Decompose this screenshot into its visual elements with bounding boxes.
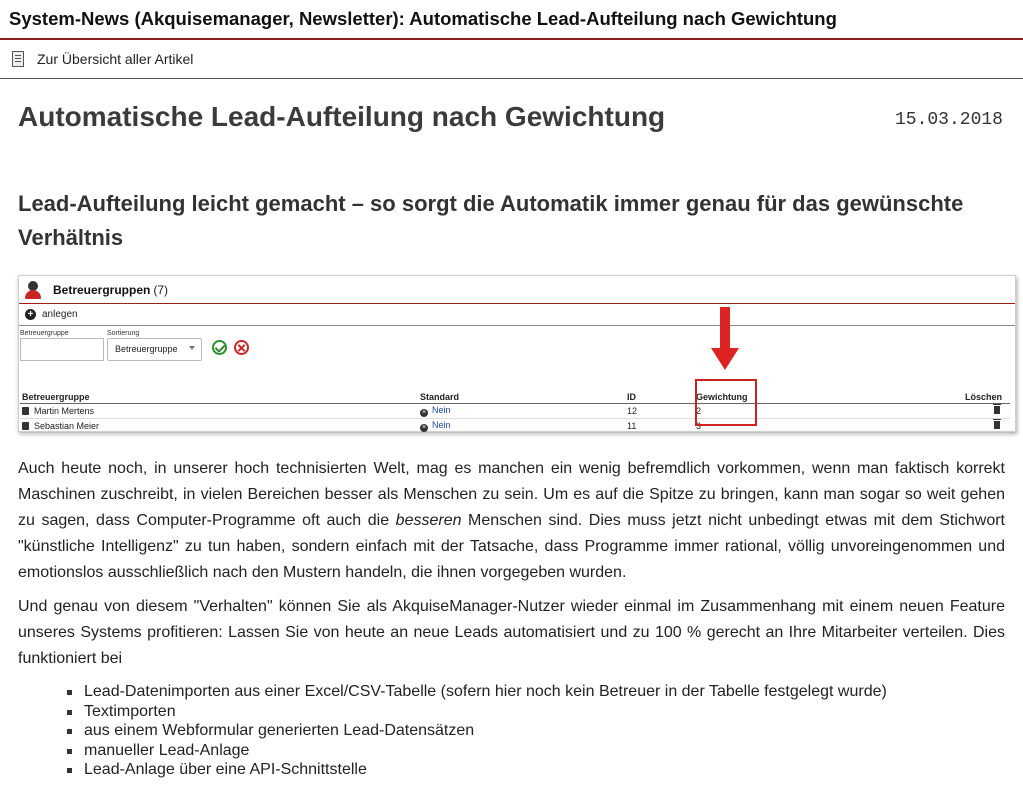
list-item: Textimporten xyxy=(84,702,1005,722)
document-icon xyxy=(12,51,24,67)
row-id: 11 xyxy=(625,419,694,434)
screenshot-title: Betreuergruppen xyxy=(53,282,151,297)
table-row xyxy=(20,404,1010,419)
paragraph-intro-part1: Auch heute noch, in unserer hoch technisierten Welt, mag es manchen ein wenig befremdlich vorkommen, wenn man faktisch korrekt Maschinen zuschreibt, in vielen Bereichen besser als Menschen zu sein. Um es auf die Spitze zu bringen, kann man sogar so weit gehen zu sagen, dass Computer-Programme oft auch die xyxy=(18,460,1005,529)
list-item: Lead-Anlage über eine API-Schnittstelle xyxy=(84,760,1005,780)
add-group-button[interactable] xyxy=(19,304,1015,326)
people-icon xyxy=(25,281,43,299)
trash-icon[interactable] xyxy=(994,421,1000,429)
groups-table xyxy=(20,391,1010,434)
list-item: manueller Lead-Anlage xyxy=(84,741,1005,761)
row-name: Sebastian Meier xyxy=(34,421,100,431)
row-weight: 3 xyxy=(694,419,963,434)
row-name-cell[interactable] xyxy=(20,419,418,434)
paragraph-intro-emphasis: besseren xyxy=(395,512,462,529)
user-icon xyxy=(22,407,29,415)
sort-label: Sortierung xyxy=(107,330,140,337)
sort-select-value: Betreuergruppe xyxy=(115,344,178,354)
annotation-arrow-shaft xyxy=(720,307,730,349)
column-header-id[interactable]: ID xyxy=(625,391,694,404)
article-title-row xyxy=(18,101,1005,133)
add-group-label: anlegen xyxy=(42,309,78,320)
list-item: aus einem Webformular generierten Lead-Datensätzen xyxy=(84,721,1005,741)
article-subtitle: Lead-Aufteilung leicht gemacht – so sorgt die Automatik immer genau für das gewünschte Verhältnis xyxy=(18,191,964,250)
weight-column-highlight xyxy=(695,379,757,426)
row-delete-cell xyxy=(963,419,1010,434)
chevron-down-icon xyxy=(189,346,195,350)
plus-circle-icon: + xyxy=(25,309,36,320)
column-header-delete: Löschen xyxy=(963,391,1010,404)
user-icon xyxy=(22,422,29,430)
article-title: Automatische Lead-Aufteilung nach Gewichtung xyxy=(18,101,666,132)
column-header-weight[interactable]: Gewichtung xyxy=(694,391,963,404)
embedded-screenshot xyxy=(18,275,1016,432)
article-content xyxy=(0,101,1023,780)
standard-toggle-link[interactable]: Nein xyxy=(432,405,451,415)
row-name-cell[interactable] xyxy=(20,404,418,419)
paragraph-intro xyxy=(18,456,1005,586)
table-row xyxy=(20,419,1010,434)
screenshot-header xyxy=(19,276,1015,304)
check-icon[interactable] xyxy=(212,340,227,355)
table-header-row xyxy=(20,391,1010,404)
row-delete-cell xyxy=(963,404,1010,419)
x-circle-icon: × xyxy=(421,424,427,431)
row-weight: 2 xyxy=(694,404,963,419)
paragraph-feature: Und genau von diesem "Verhalten" können Sie als AkquiseManager-Nutzer wieder einmal im Zusammenhang mit einem neuen Feature unseres Systems profitieren: Lassen Sie von heute an neue Leads automatisiert und zu 100 % gerecht an Ihre Mitarbeiter verteilen. Dies funktioniert bei xyxy=(18,598,1005,667)
group-filter-input[interactable] xyxy=(20,338,104,361)
feature-list xyxy=(18,682,1005,780)
column-header-standard[interactable]: Standard xyxy=(418,391,625,404)
sort-select[interactable] xyxy=(107,338,202,361)
page-header-title: System-News (Akquisemanager, Newsletter): Automatische Lead-Aufteilung nach Gewichtung xyxy=(9,8,837,29)
screenshot-count: (7) xyxy=(153,282,169,297)
column-header-name[interactable]: Betreuergruppe xyxy=(20,391,418,404)
row-standard-cell xyxy=(418,419,625,434)
trash-icon[interactable] xyxy=(994,406,1000,414)
row-id: 12 xyxy=(625,404,694,419)
group-filter-label: Betreuergruppe xyxy=(20,330,69,337)
paragraph-intro-part2: Menschen sind. Dies muss jetzt nicht unbedingt etwas mit dem Stichwort "künstliche Intelligenz" zu tun haben, sondern einfach mit der Tatsache, dass Programme immer rational, völlig unvoreingenommen und emotionslos ausschließlich nach den Mustern handeln, die ihnen vorgegeben wurden. xyxy=(18,512,1006,581)
back-to-overview-link[interactable]: Zur Übersicht aller Artikel xyxy=(37,51,194,67)
standard-toggle-link[interactable]: Nein xyxy=(432,420,451,430)
x-circle-icon: × xyxy=(421,409,427,416)
annotation-arrow-head xyxy=(711,348,739,370)
back-bar xyxy=(0,40,1023,79)
row-name: Martin Mertens xyxy=(34,406,95,416)
close-icon[interactable] xyxy=(234,340,249,355)
list-item: Lead-Datenimporten aus einer Excel/CSV-Tabelle (sofern hier noch kein Betreuer in der Tabelle festgelegt wurde) xyxy=(84,682,1005,702)
filter-bar xyxy=(19,326,1015,378)
article-date: 15.03.2018 xyxy=(894,110,1003,130)
page-header xyxy=(0,0,1023,40)
row-standard-cell xyxy=(418,404,625,419)
